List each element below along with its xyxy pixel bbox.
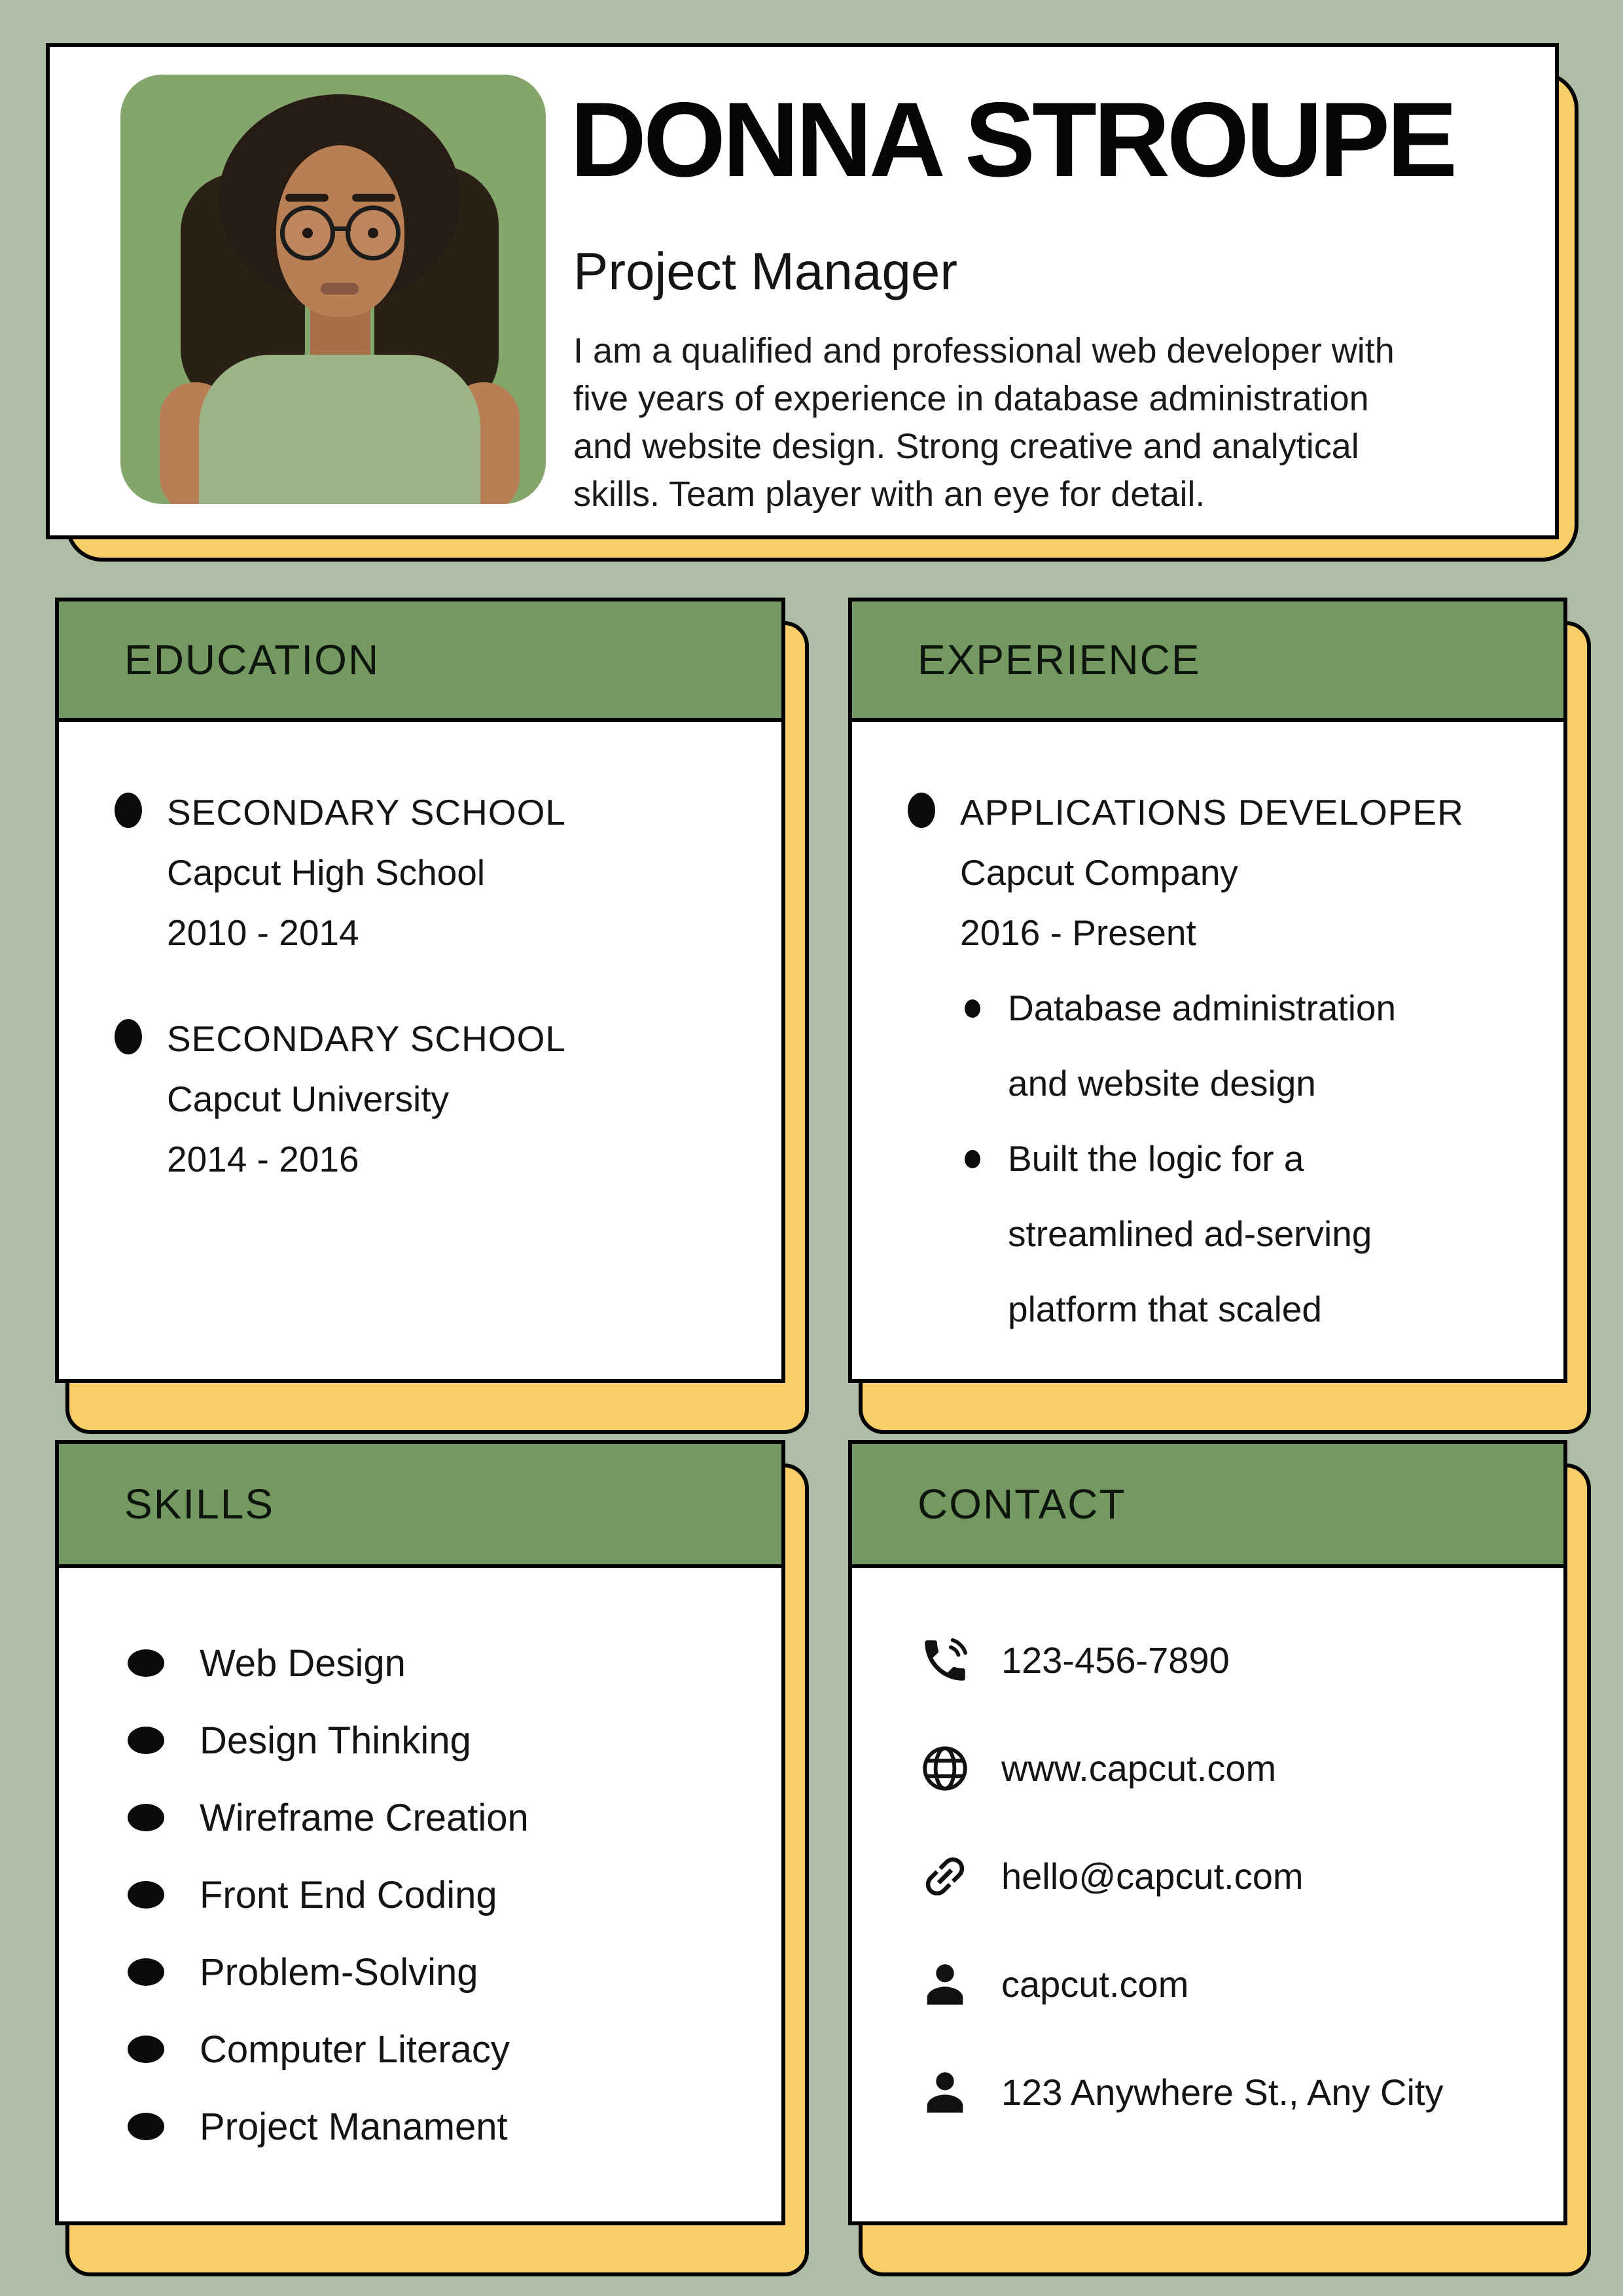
job-title: Project Manager (573, 242, 957, 300)
skill-item (59, 1933, 781, 2011)
glasses-bridge (331, 226, 351, 231)
contact-value: capcut.com (1001, 1964, 1189, 2005)
highlight-text: Database administration and website design (1008, 988, 1397, 1103)
education-school: Capcut High School (167, 852, 486, 893)
bullet-icon (128, 2113, 164, 2140)
bullet-icon (128, 1649, 164, 1677)
contact-value: hello@capcut.com (1001, 1856, 1304, 1897)
summary-line: I am a qualified and professional web developer with (573, 331, 1395, 370)
bullet-icon (128, 1804, 164, 1831)
skill-label: Front End Coding (200, 1873, 497, 1916)
bullet-icon (128, 2036, 164, 2063)
highlight-item (965, 971, 1462, 1121)
photo-lips (321, 283, 359, 295)
sub-bullet-icon (965, 999, 980, 1018)
education-school: Capcut University (167, 1079, 449, 1119)
profile-summary (573, 327, 1535, 518)
summary-line: skills. Team player with an eye for detail. (573, 475, 1205, 514)
contact-value: 123-456-7890 (1001, 1640, 1230, 1681)
education-entry (59, 1009, 781, 1189)
photo-eye (302, 228, 313, 238)
skills-section (55, 1440, 785, 2225)
experience-highlights (965, 971, 1462, 1347)
education-section-body (55, 722, 785, 1383)
experience-section-header (848, 598, 1567, 722)
header-card-surface (46, 43, 1559, 539)
skill-label: Computer Literacy (200, 2028, 510, 2071)
highlight-item (965, 1121, 1462, 1347)
sub-bullet-icon (965, 1150, 980, 1168)
education-program: SECONDARY SCHOOL (167, 792, 566, 833)
profile-photo (120, 75, 546, 504)
bullet-icon (128, 1727, 164, 1754)
link-icon (916, 1848, 974, 1905)
skills-list (59, 1568, 781, 2165)
contact-section-header (848, 1440, 1567, 1568)
contact-value: 123 Anywhere St., Any City (1001, 2072, 1444, 2113)
education-entry (59, 782, 781, 963)
photo-eyebrow (285, 194, 329, 202)
education-years: 2010 - 2014 (167, 912, 359, 953)
photo-eyebrow (352, 194, 395, 202)
person-icon (916, 1956, 974, 2013)
education-section-header (55, 598, 785, 722)
section-title: EXPERIENCE (918, 636, 1201, 683)
skill-item (59, 1779, 781, 1856)
contact-row (852, 1930, 1563, 2038)
skill-label: Project Manament (200, 2105, 508, 2148)
skill-label: Wireframe Creation (200, 1796, 529, 1839)
contact-row (852, 2038, 1563, 2146)
contact-list (852, 1568, 1563, 2146)
skill-item (59, 1624, 781, 1702)
experience-entry (852, 782, 1563, 963)
bullet-icon (908, 793, 935, 828)
education-years: 2014 - 2016 (167, 1139, 359, 1179)
person-name: DONNA STROUPE (570, 81, 1455, 199)
experience-role: APPLICATIONS DEVELOPER (960, 792, 1464, 833)
education-program: SECONDARY SCHOOL (167, 1018, 566, 1059)
bullet-icon (115, 1019, 142, 1054)
section-title: EDUCATION (124, 636, 380, 683)
section-title: CONTACT (918, 1480, 1126, 1528)
bullet-icon (115, 793, 142, 828)
contact-value: www.capcut.com (1001, 1748, 1277, 1789)
skill-item (59, 2011, 781, 2088)
skill-label: Web Design (200, 1641, 406, 1685)
contact-row (852, 1606, 1563, 1714)
header-card (46, 43, 1559, 539)
skills-section-header (55, 1440, 785, 1568)
skills-section-body (55, 1568, 785, 2225)
bullet-icon (128, 1881, 164, 1909)
summary-line: and website design. Strong creative and analytical (573, 427, 1359, 466)
experience-section-body (848, 722, 1567, 1383)
contact-section (848, 1440, 1567, 2225)
phone-icon (916, 1632, 974, 1689)
photo-shirt (199, 355, 480, 504)
highlight-text: Built the logic for a streamlined ad-serving platform that scaled (1008, 1138, 1372, 1329)
education-section (55, 598, 785, 1383)
skill-item (59, 2088, 781, 2165)
experience-years: 2016 - Present (960, 912, 1196, 953)
photo-eye (368, 228, 378, 238)
summary-line: five years of experience in database administration (573, 379, 1369, 418)
skill-label: Problem-Solving (200, 1950, 478, 1994)
skill-item (59, 1856, 781, 1933)
bullet-icon (128, 1958, 164, 1986)
contact-row (852, 1822, 1563, 1930)
experience-company: Capcut Company (960, 852, 1238, 893)
contact-row (852, 1714, 1563, 1822)
section-title: SKILLS (124, 1480, 275, 1528)
contact-section-body (848, 1568, 1567, 2225)
person-icon (916, 2064, 974, 2121)
skill-item (59, 1702, 781, 1779)
globe-icon (916, 1740, 974, 1797)
skill-label: Design Thinking (200, 1719, 471, 1762)
experience-section (848, 598, 1567, 1383)
